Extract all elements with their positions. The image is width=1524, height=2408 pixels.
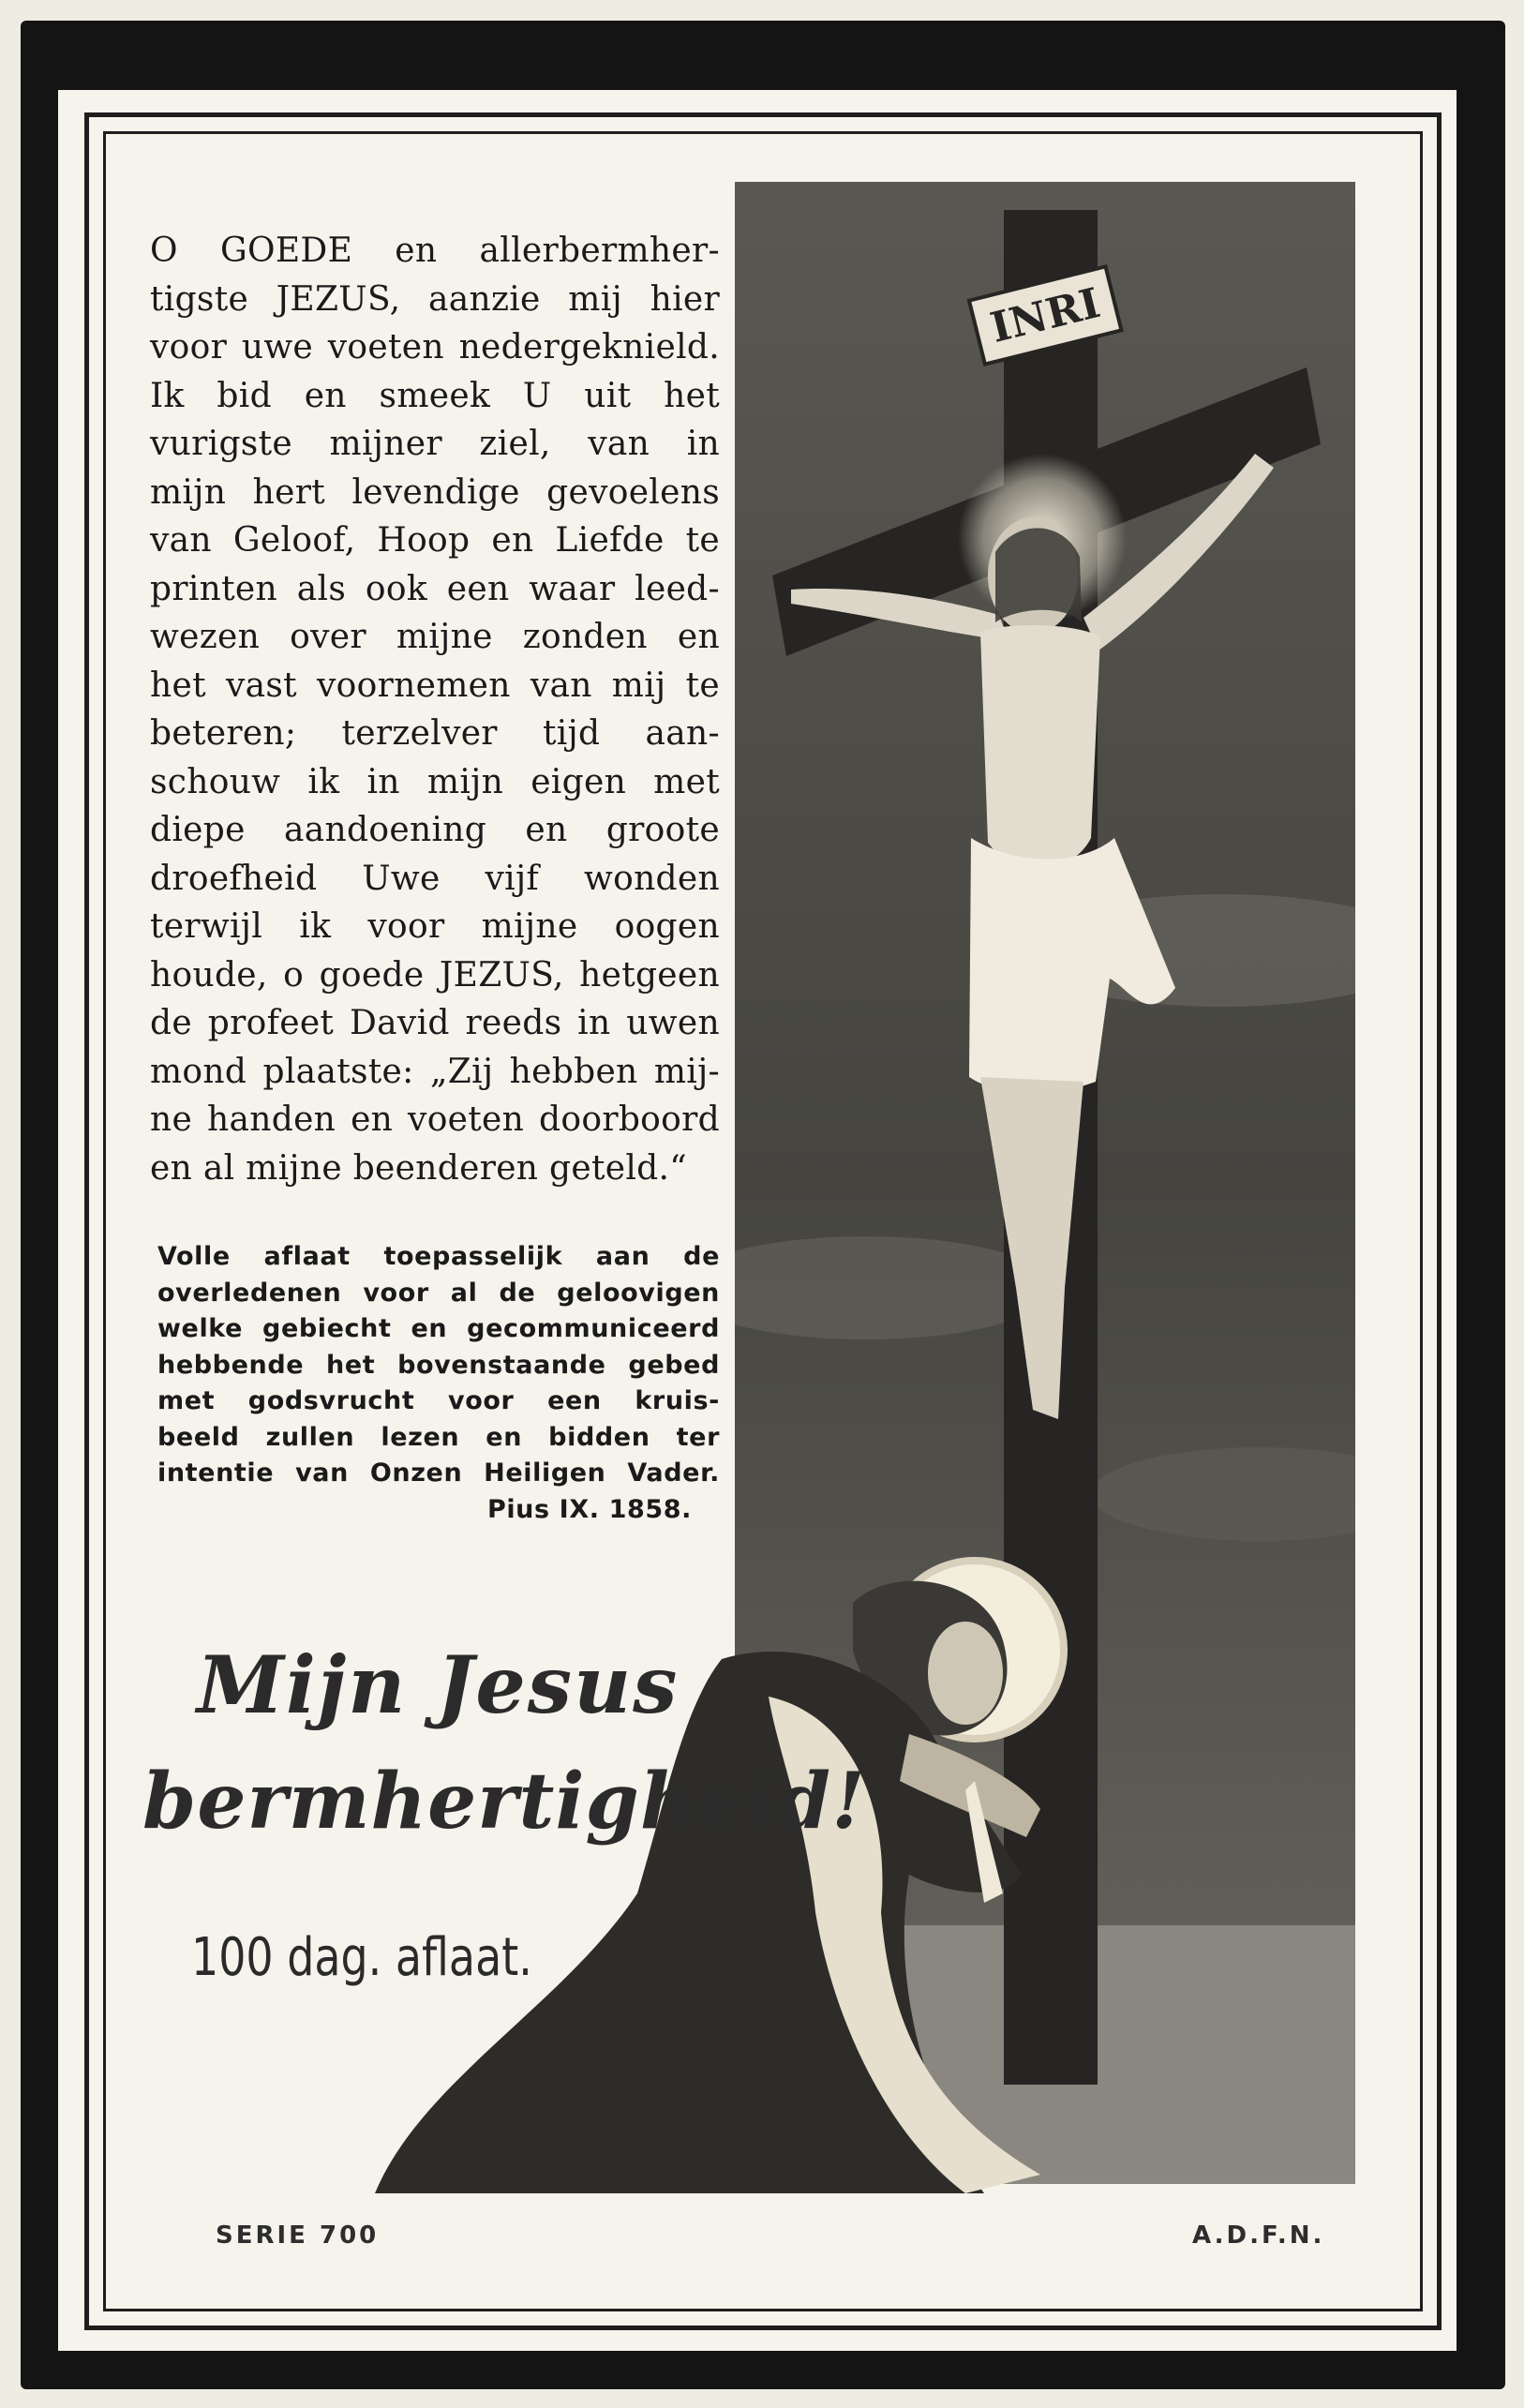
publisher-mark: A.D.F.N. (1192, 2221, 1325, 2250)
prayer-line: en al mijne beenderen geteld.“ (150, 1148, 687, 1188)
prayer-line: Ik bid en smeek U uit het (150, 376, 720, 415)
prayer-line: diepe aandoening en groote (150, 811, 720, 849)
prayer-line: terwijl ik voor mijne oogen (150, 907, 720, 946)
prayer-line: vurigste mijner ziel, van in (150, 425, 720, 463)
torso (980, 625, 1100, 869)
prayer-line: voor uwe voeten nedergeknield. (150, 328, 720, 366)
invocation-line-2: bermhertigheid! (142, 1757, 867, 1847)
prayer-line: wezen over mijne zonden en (150, 618, 720, 656)
prayer-line: ne handen en voeten doorboord (150, 1100, 720, 1139)
indulgence-note (157, 1239, 720, 1528)
indulgence-line: Volle aflaat toepasselijk aan de (157, 1242, 720, 1271)
indulgence-line: hebbende het bovenstaande gebed (157, 1350, 720, 1380)
papal-signature: Pius IX. 1858. (486, 1494, 692, 1524)
indulgence-line: met godsvrucht voor een kruis- (157, 1386, 720, 1415)
kneeling-figure-illustration (328, 1500, 1209, 2212)
mary-face (928, 1622, 1003, 1725)
prayer-line: tigste JEZUS, aanzie mij hier (150, 279, 720, 319)
inri-text: INRI (985, 278, 1105, 352)
prayer-line: printen als ook een waar leed- (150, 569, 720, 608)
prayer-line: O GOEDE en allerbermher- (150, 232, 720, 270)
hair (995, 528, 1082, 622)
indulgence-line: overledenen voor al de geloovigen (157, 1278, 720, 1308)
invocation-line-1: Mijn Jesus (197, 1638, 680, 1731)
indulgence-line: intentie van Onzen Heiligen Vader. (157, 1458, 720, 1488)
prayer-line: houde, o goede JEZUS, hetgeen (150, 955, 720, 995)
prayer-text (150, 227, 720, 1192)
prayer-line: mijn hert levendige gevoelens (150, 472, 720, 512)
prayer-line: van Geloof, Hoop en Liefde te (150, 521, 720, 560)
prayer-line: schouw ik in mijn eigen met (150, 762, 720, 801)
invocation-indulgence: 100 dag. aflaat. (191, 1927, 532, 1988)
prayer-line: mond plaatste: „Zij hebben mij- (150, 1052, 720, 1091)
indulgence-line: welke gebiecht en gecommuniceerd (157, 1314, 720, 1343)
indulgence-line: beeld zullen lezen en bidden ter (157, 1422, 720, 1452)
prayer-line: het vast voornemen van mij te (150, 666, 720, 705)
prayer-line: de profeet David reeds in uwen (150, 1004, 720, 1042)
series-number: SERIE 700 (216, 2221, 380, 2250)
prayer-line: droefheid Uwe vijf wonden (150, 859, 720, 898)
prayer-line: beteren; terzelver tijd aan- (150, 714, 720, 753)
